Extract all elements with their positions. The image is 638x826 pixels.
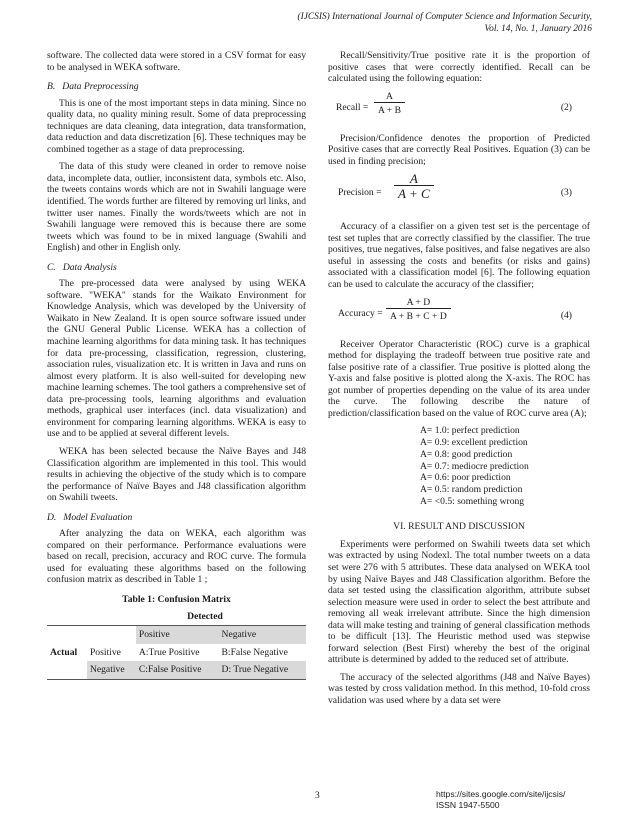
row-label-positive: Positive [89,646,121,658]
equation-denominator: A + B [374,102,405,117]
col-header-positive: Positive [136,626,219,644]
paragraph: software. The collected data were stored in a CSV format for easy to be analysed in WEKA software. [47,50,306,73]
confusion-matrix-table [47,608,306,680]
cell-false-negative: B:False Negative [221,646,288,658]
paragraph: Recall/Sensitivity/True positive rate it is the proportion of positive cases that were correctly identified. Recall can be calculated using the following equation: [328,50,590,85]
equation-lhs: Accuracy = [338,307,383,319]
row-label-negative: Negative [87,661,136,679]
journal-header [298,12,592,35]
paragraph: The data of this study were cleaned in order to remove noise data, incomplete data, outlier, inconsistent data, symbols etc. Also, the tweets contains words which are not in Swahili language were identified. The words further are filtered by removing url links, and twitter user names. Finally the words/tweets which are not in Swahili language were removed this is because there are some tweets which was found to be in mixed language (Swahili and English) and other in English only. [47,161,306,254]
roc-scale-item: A= 0.8: good prediction [420,448,513,460]
equation-number: (3) [560,187,572,199]
equation-fraction [386,297,451,323]
section-heading-b [47,81,306,93]
left-column [47,50,306,680]
table-corner [87,626,136,644]
roc-scale-item: A= 0.7: mediocre prediction [420,460,529,472]
paragraph: Receiver Operator Characteristic (ROC) curve is a graphical method for displaying the tradeoff between true positive rate and false positive rate of a classifier. True positive is plotted along the Y-axis and false positive is plotted along the X-axis. The ROC has got number of properties depending on the value of its area under the curve. The following describe the nature of prediction/classification based on the value of ROC curve area (A); [328,338,590,419]
section-heading-c [47,262,306,274]
equation-fraction [394,173,434,199]
paragraph: WEKA has been selected because the Naïve Bayes and J48 Classification algorithm are implemented in this tool. This would results in achieving the objective of the study which is to compare the performance of Naïve Bayes and J48 classification algorithm on Swahili tweets. [47,445,306,504]
cell-true-positive: A:True Positive [138,646,200,658]
footer-issn: ISSN 1947-5500 [436,800,500,810]
equation-recall [328,91,590,125]
paragraph: Experiments were performed on Swahili tweets data set which was extracted by using Nodexl. The total number tweets on a data set were 276 with 5 attributes. These data analysed on WEKA tool by using Naïve Bayes and J48 Classification algorithm. Before the data set tested using the classification algorithm, attribute subset selection measure were used in order to select the best attribute and removing all weak irrelevant attribute. Since the high dimension data will make testing and training of general classification methods to be difficult [13]. The Heuristic method used was stepwise forward selection (Best First) whereby the best of the original attribute is determined by added to the reduced set of attribute. [328,538,590,666]
section-heading-d [47,512,306,524]
equation-denominator: A + C [394,185,434,200]
roc-scale-item: A= 0.9: excellent prediction [420,437,528,449]
roc-scale-list [420,425,590,507]
paragraph: After analyzing the data on WEKA, each algorithm was compared on their performance. Performance evaluations were based on recall, precision, accuracy and ROC curve. The formula used for evaluating these algorithms based on the following confusion matrix as described in Table 1 ; [47,528,306,586]
paragraph: This is one of the most important steps in data mining. Since no quality data, no quality mining result. Some of data preprocessing techniques are data cleaning, data integration, data transformation, data reduction and data discretization [6]. These techniques may be combined together as a stage of data preprocessing. [47,97,306,155]
right-column [328,50,590,713]
section-label: C. [47,261,56,273]
equation-number: (4) [560,309,572,321]
paragraph: The pre-processed data were analysed by using WEKA software. "WEKA" stands for the Waikato Environment for Knowledge Analysis, which was developed by the University of Waikato in New Zealand. It is open source software issued under the GNU General Public License. WEKA has a collection of machine learning algorithms for data mining task. It has techniques for data pre-processing, classification, regression, clustering, association rules, visualization etc. It is written in Java and runs on almost every platform. It is also well-suited for developing new machine learning schemes. The tool gathers a comprehensive set of data pre-processing tools, learning algorithms and evaluation methods, graphical user interfaces (incl. data visualization) and environment for comparing learning algorithms. WEKA is easy to use and to be applied at several different levels. [47,278,306,440]
equation-numerator: A + D [406,296,431,308]
roc-scale-item: A= 1.0: perfect prediction [420,425,520,437]
roc-scale-item: A= 0.6: poor prediction [420,472,511,484]
equation-lhs: Precision = [338,187,382,199]
detected-header: Detected [187,610,223,622]
cell-true-negative: D: True Negative [219,661,306,679]
header-volume-line: Vol. 14, No. 1, January 2016 [484,23,592,34]
section-heading-vi: VI. RESULT AND DISCUSSION [393,521,525,533]
equation-precision [328,173,590,213]
page-number: 3 [315,791,320,801]
table-spacer [47,661,87,679]
equation-lhs: Recall = [336,101,369,113]
paragraph: Precision/Confidence denotes the proportion of Predicted Positive cases that are correctly Real Positives. Equation (3) can be used in finding precision; [328,132,590,167]
section-label: D. [47,511,57,523]
section-label: B. [47,81,56,93]
roc-scale-item: A= <0.5: something wrong [420,495,525,507]
section-title: Data Preprocessing [62,81,139,93]
table-corner [47,626,87,644]
section-title: Data Analysis [62,261,117,273]
table-caption: Table 1: Confusion Matrix [122,593,231,605]
equation-number: (2) [560,101,572,113]
paragraph: Accuracy of a classifier on a given test set is the percentage of test set tuples that are correctly classified by the classifier. The true positives, true negatives, false positives, and false negatives are also useful in assessing the costs and benefits (or risks and gains) associated with a classification model [6]. The following equation can be used to calculate the accuracy of the classifier; [328,221,590,291]
equation-numerator: A [409,171,418,187]
footer-url: https://sites.google.com/site/ijcsis/ [436,789,566,799]
col-header-negative: Negative [219,626,306,644]
equation-accuracy [328,297,590,331]
paragraph: The accuracy of the selected algorithms (J48 and Naïve Bayes) was tested by cross validation method. In this method, 10-fold cross validation was used where by a data set were [328,671,590,706]
section-title: Model Evaluation [63,511,133,523]
header-journal-line: (IJCSIS) International Journal of Computer Science and Information Security, [297,12,592,22]
footer-info [436,789,565,811]
equation-numerator: A [386,90,393,102]
equation-fraction [374,91,405,117]
cell-false-positive: C:False Positive [136,661,219,679]
equation-denominator: A + B + C + D [386,308,451,323]
actual-header: Actual [50,646,78,658]
roc-scale-item: A= 0.5: random prediction [420,483,523,495]
